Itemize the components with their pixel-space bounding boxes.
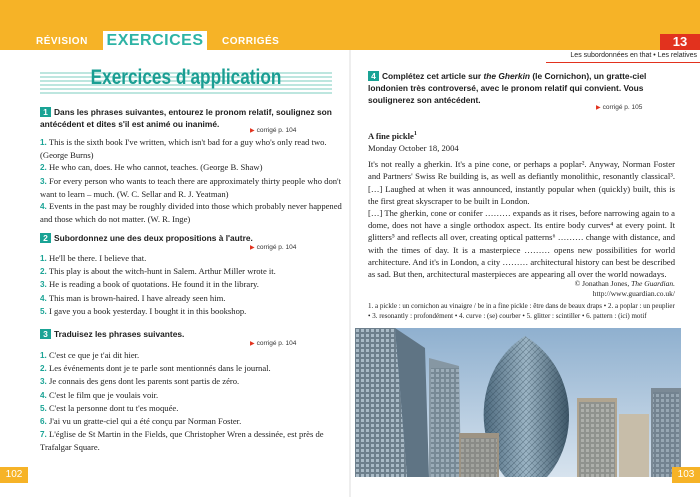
page-title: Exercices d'application xyxy=(90,66,282,89)
exercise-1-number: 1 xyxy=(40,107,51,117)
arrow-icon: ▶ xyxy=(596,105,601,111)
footnotes: 1. a pickle : un cornichon au vinaigre / be in a fine pickle : être dans de beaux draps • 2. a poplar : un peuplier • 3. resonantly : profondément • 4. curve : (se) courber • 5. glitter : scintiller • 6. pattern : (ici) motif xyxy=(368,302,675,320)
page-number-right: 103 xyxy=(672,467,700,483)
article xyxy=(368,128,675,280)
arrow-icon: ▶ xyxy=(250,128,255,134)
list-item: 1. This is the sixth book I've written, which isn't bad for a guy who's only read two. (George Burns) xyxy=(40,137,327,161)
exercise-3-number: 3 xyxy=(40,329,51,339)
gherkin-tower-image xyxy=(355,328,681,477)
list-item: 3. He is reading a book of quotations. He found it in the library. xyxy=(40,279,259,290)
list-item: 2. He who can, does. He who cannot, teaches. (George B. Shaw) xyxy=(40,162,263,173)
page-number-left: 102 xyxy=(0,467,28,483)
tab-revision[interactable]: RÉVISION xyxy=(36,36,88,47)
arrow-icon: ▶ xyxy=(250,341,255,347)
list-item: 4. This man is brown-haired. I have already seen him. xyxy=(40,292,226,303)
article-date: Monday October 18, 2004 xyxy=(368,143,459,154)
article-paragraph-1: It's not really a gherkin. It's a pine cone, or perhaps a poplar². Anyway, Norman Foster and Partners' Swiss Re building is, as well as defiantly monolithic, resonantly classical³. […] Laughed at when it was announced, instantly popular when (quickly) built, this is the first great skyscraper to be built in London. xyxy=(368,159,675,206)
list-item: 4. Events in the past may be roughly divided into those which probably never happened and those which do not matter. (W. R. Inge) xyxy=(40,201,342,225)
exercise-2-number: 2 xyxy=(40,233,51,243)
list-item: 5. C'est la personne dont tu t'es moquée. xyxy=(40,402,179,413)
tab-exercices-label: EXERCICES xyxy=(106,32,204,49)
list-item: 5. I gave you a book yesterday. I bought it in this bookshop. xyxy=(40,305,247,316)
exercise-3-items xyxy=(40,349,345,454)
page-spine xyxy=(349,50,351,497)
list-item: 6. J'ai vu un gratte-ciel qui a été conçu par Norman Foster. xyxy=(40,416,242,427)
arrow-icon: ▶ xyxy=(250,245,255,251)
exercise-2-instruction: 2 Subordonnez une des deux propositions à l'autre. xyxy=(40,232,340,244)
list-item: 7. L'église de St Martin in the Fields, que Christopher Wren a dessinée, est près de Trafalgar Square. xyxy=(40,429,324,453)
list-item: 4. C'est le film que je voulais voir. xyxy=(40,389,159,400)
gherkin-photo xyxy=(355,328,681,477)
exercise-3-corrige[interactable]: ▶ corrigé p. 104 xyxy=(250,340,297,347)
list-item: 1. He'll be there. I believe that. xyxy=(40,253,147,263)
list-item: 1. C'est ce que je t'ai dit hier. xyxy=(40,350,140,360)
tab-exercices[interactable] xyxy=(103,31,207,51)
list-item: 3. Je connais des gens dont les parents sont partis de zéro. xyxy=(40,376,240,387)
article-title: A fine pickle$^1$ xyxy=(368,130,417,141)
chapter-number: 13 xyxy=(660,34,700,50)
exercise-1-items xyxy=(40,136,345,225)
exercise-1-instruction: 1 Dans les phrases suivantes, entourez le pronom relatif, soulignez son antécédent et dites s'il est animé ou inanimé. xyxy=(40,107,332,129)
article-paragraph-2: […] The gherkin, cone or conifer ……… expands as it rises, before narrowing again to a dome, does not have a single orthodox aspect. Its entire body curves⁴ at every point. It glitters⁵ and reflects all over, creating optical patterns⁶ ……… change with distance, and with the times of day. It is a masterpiece ……… opens new possibilities for world architecture. And it's in London, a city ……… architectural history can best be described as sad. But then, architectural masterpieces are appearing all over the world nowadays. xyxy=(368,208,675,280)
tab-corriges[interactable]: CORRIGÉS xyxy=(222,36,280,47)
article-credit: © Jonathan Jones, The Guardian. http://www.guardian.co.uk/ xyxy=(574,279,675,298)
list-item: 2. This play is about the witch-hunt in Salem. Arthur Miller wrote it. xyxy=(40,266,276,277)
exercise-4-number: 4 xyxy=(368,71,379,81)
chapter-title: Les subordonnées en that • Les relatives xyxy=(546,50,700,63)
exercise-1-corrige[interactable]: ▶ corrigé p. 104 xyxy=(250,127,297,134)
exercise-4-instruction: 4 Complétez cet article sur the Gherkin (le Cornichon), un gratte-ciel londonien très controversé, avec le pronom relatif qui convient. Vous soulignerez son antécédent. xyxy=(368,71,647,105)
exercise-2-corrige[interactable]: ▶ corrigé p. 104 xyxy=(250,244,297,251)
exercise-2-items xyxy=(40,252,345,318)
list-item: 2. Les événements dont je te parle sont mentionnés dans le journal. xyxy=(40,363,271,374)
exercise-3-instruction: 3 Traduisez les phrases suivantes. xyxy=(40,328,340,340)
exercise-4-corrige[interactable]: ▶ corrigé p. 105 xyxy=(596,104,643,111)
list-item: 3. For every person who wants to teach there are approximately thirty people who don't want to learn – much. (W. C. Sellar and R. J. Yeatman) xyxy=(40,175,341,199)
